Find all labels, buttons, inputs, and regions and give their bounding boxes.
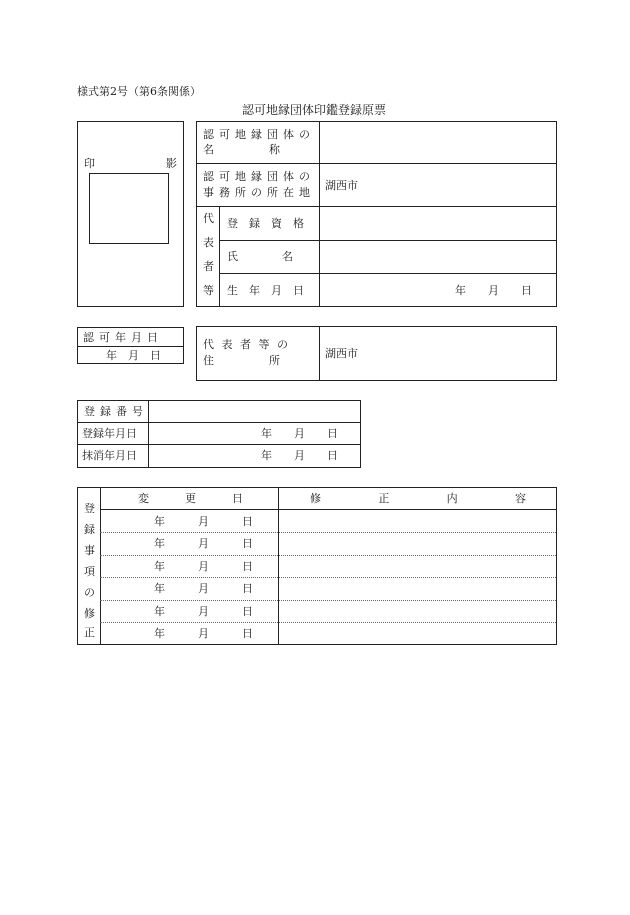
change-date-5[interactable]: 年 月 日 — [154, 605, 253, 618]
rep-address-table — [196, 326, 557, 381]
change-content-3[interactable] — [279, 556, 556, 577]
form-title: 認可地縁団体印鑑登録原票 — [242, 103, 387, 117]
group-name-label-1: 認可地縁団体の — [203, 128, 315, 141]
change-content-2[interactable] — [279, 533, 556, 555]
changes-side-3: 事 — [84, 544, 95, 557]
group-office-label-2: 事務所の所在地 — [203, 186, 315, 199]
change-date-2[interactable]: 年 月 日 — [154, 537, 253, 550]
rep-name-label: 氏 名 — [227, 250, 293, 263]
form-number-label: 様式第2号（第6条関係） — [77, 85, 201, 98]
header-change-date: 変 更 日 — [138, 492, 243, 505]
change-content-4[interactable] — [279, 578, 556, 600]
registration-date-value[interactable]: 年 月 日 — [261, 427, 338, 440]
rep-vertical-4: 等 — [203, 284, 214, 297]
approval-date-box — [77, 327, 184, 364]
rep-address-label-1: 代 表 者 等 の — [203, 338, 290, 351]
rep-address-label-2: 住 所 — [203, 354, 280, 367]
birth-label: 生 年 月 日 — [227, 284, 304, 297]
rep-vertical-1: 代 — [203, 212, 214, 225]
changes-side-4: 項 — [84, 565, 95, 578]
seal-label-left: 印 — [84, 157, 95, 170]
changes-side-1: 登 — [84, 502, 95, 515]
cancellation-date-label: 抹消年月日 — [82, 449, 137, 462]
group-name-field[interactable] — [320, 122, 556, 163]
rep-address-value[interactable]: 湖西市 — [325, 347, 358, 360]
change-date-4[interactable]: 年 月 日 — [154, 582, 253, 595]
change-content-5[interactable] — [279, 601, 556, 622]
group-name-label-2: 名 称 — [203, 143, 280, 156]
qualification-field[interactable] — [320, 207, 556, 240]
cancellation-date-value[interactable]: 年 月 日 — [261, 449, 338, 462]
registration-number-label: 登録番号 — [84, 405, 148, 418]
birth-value[interactable]: 年 月 日 — [455, 284, 532, 297]
approval-date-label: 認可年月日 — [83, 331, 163, 344]
rep-vertical-3: 者 — [203, 260, 214, 273]
changes-side-7: 正 — [84, 626, 95, 639]
changes-table — [77, 487, 557, 645]
change-date-6[interactable]: 年 月 日 — [154, 627, 253, 640]
group-info-table — [196, 121, 557, 307]
seal-box — [77, 121, 184, 307]
rep-vertical-2: 表 — [203, 236, 214, 249]
changes-side-2: 録 — [84, 523, 95, 536]
change-content-6[interactable] — [279, 623, 556, 644]
header-correction-content: 修 正 内 容 — [310, 492, 526, 505]
registration-number-field[interactable] — [149, 401, 360, 422]
approval-date-value[interactable]: 年 月 日 — [106, 349, 161, 362]
registration-date-label: 登録年月日 — [82, 427, 137, 440]
change-content-1[interactable] — [279, 510, 556, 532]
changes-side-5: の — [84, 586, 95, 599]
seal-impression-area[interactable] — [89, 173, 169, 244]
registration-table — [77, 400, 361, 468]
rep-name-field[interactable] — [320, 241, 556, 273]
group-office-value[interactable]: 湖西市 — [325, 179, 358, 192]
change-date-3[interactable]: 年 月 日 — [154, 560, 253, 573]
changes-side-6: 修 — [84, 607, 95, 620]
change-date-1[interactable]: 年 月 日 — [154, 515, 253, 528]
qualification-label: 登 録 資 格 — [227, 217, 304, 230]
seal-label-right: 影 — [166, 157, 177, 170]
group-office-label-1: 認可地縁団体の — [203, 170, 315, 183]
